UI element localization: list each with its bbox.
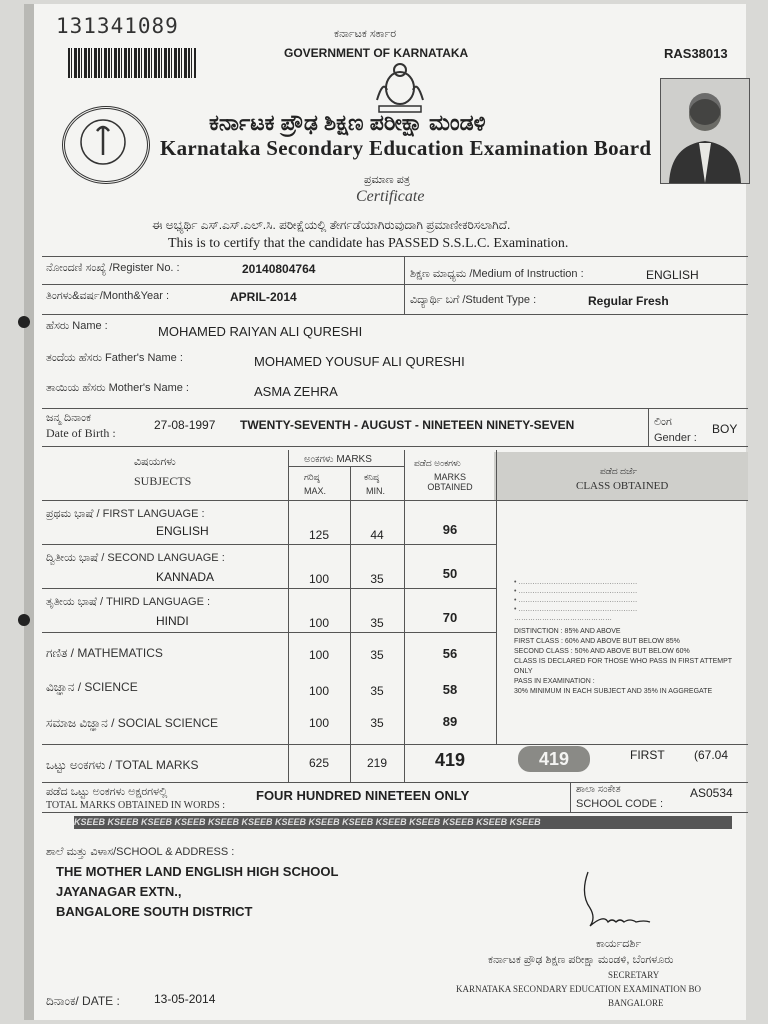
total-max: 625: [308, 756, 330, 770]
dob-label-kannada: ಜನ್ಮ ದಿನಾಂಕ: [46, 412, 91, 424]
obtained-kannada: ಪಡೆದ ಅಂಕಗಳು: [414, 458, 461, 468]
school-code-label: SCHOOL CODE :: [576, 798, 663, 810]
subjects-kannada: ವಿಷಯಗಳು: [134, 456, 176, 468]
words-label-kannada: ಪಡೆದ ಒಟ್ಟು ಅಂಕಗಳು ಅಕ್ಷರಗಳಲ್ಲಿ: [46, 786, 168, 798]
second-language-max: 100: [308, 572, 330, 586]
father-name: MOHAMED YOUSUF ALI QURESHI: [254, 354, 465, 369]
note-first-attempt: CLASS IS DECLARED FOR THOSE WHO PASS IN FIRST ATTEMPT ONLY: [514, 658, 732, 675]
science-obtained: 58: [442, 682, 458, 697]
max-kannada: ಗರಿಷ್ಠ: [304, 472, 320, 482]
board-name-footer: KARNATAKA SECONDARY EDUCATION EXAMINATION BO: [456, 984, 701, 994]
total-watermark-badge: 419: [518, 746, 590, 772]
note-pass-heading: PASS IN EXAMINATION :: [514, 678, 595, 685]
school-address-line2: BANGALORE SOUTH DISTRICT: [56, 904, 253, 919]
divider: [288, 466, 404, 467]
punch-hole: [18, 614, 30, 626]
board-name-english: Karnataka Secondary Education Examination Board: [160, 136, 652, 160]
secretary-title: SECRETARY: [608, 970, 660, 980]
note-first-class: FIRST CLASS : 60% AND ABOVE BUT BELOW 85%: [514, 638, 680, 645]
note-second-class: SECOND CLASS : 50% AND ABOVE BUT BELOW 60%: [514, 648, 690, 655]
third-language-subject: HINDI: [156, 614, 189, 628]
divider: [42, 446, 748, 447]
board-seal-icon: [62, 106, 150, 184]
divider: [42, 812, 748, 813]
name-label: ಹೆಸರು Name :: [46, 320, 108, 332]
total-in-words: FOUR HUNDRED NINETEEN ONLY: [256, 788, 470, 803]
candidate-photo: [660, 78, 750, 184]
divider: [648, 408, 649, 446]
mathematics-label: ಗಣಿತ / MATHEMATICS: [46, 646, 163, 660]
month-year-label: ತಿಂಗಳು&ವರ್ಷ/Month&Year :: [46, 290, 170, 302]
third-language-max: 100: [308, 616, 330, 630]
min-kannada: ಕನಿಷ್ಠ: [364, 472, 380, 482]
divider: [42, 314, 748, 315]
obtained-header: MARKS OBTAINED: [427, 472, 473, 492]
school-address-label: ಶಾಲೆ ಮತ್ತು ವಿಳಾಸ/SCHOOL & ADDRESS :: [46, 846, 235, 858]
school-code: AS0534: [690, 786, 733, 800]
school-code-kannada: ಶಾಲಾ ಸಂಕೇತ: [576, 784, 621, 795]
serial-number: 131341089: [56, 14, 179, 38]
divider: [42, 588, 496, 589]
class-kannada: ಪಡೆದ ದರ್ಜೆ: [600, 466, 638, 476]
board-kannada-footer: ಕರ್ನಾಟಕ ಪ್ರೌಢ ಶಿಕ್ಷಣ ಪರೀಕ್ಷಾ ಮಂಡಳಿ, ಬೆಂಗಳೂರು: [488, 954, 674, 966]
medium-label: ಶಿಕ್ಷಣ ಮಾಧ್ಯಮ /Medium of Instruction :: [410, 268, 584, 280]
divider: [404, 256, 405, 314]
register-number: 20140804764: [242, 262, 316, 276]
month-year-value: APRIL-2014: [230, 290, 297, 304]
candidate-name: MOHAMED RAIYAN ALI QURESHI: [158, 324, 363, 339]
register-label: ನೋಂದಣಿ ಸಂಖ್ಯೆ /Register No. :: [46, 262, 180, 274]
divider: [42, 544, 496, 545]
divider: [42, 744, 748, 745]
science-min: 35: [370, 684, 384, 698]
gender-label: Gender :: [654, 432, 697, 444]
mathematics-obtained: 56: [442, 646, 458, 661]
reference-number: RAS38013: [664, 46, 728, 61]
dob-value: 27-08-1997: [154, 418, 216, 432]
certificate-kannada: ಪ್ರಮಾಣ ಪತ್ರ: [364, 174, 411, 186]
third-language-min: 35: [370, 616, 384, 630]
divider: [496, 450, 497, 744]
dob-in-words: TWENTY-SEVENTH - AUGUST - NINETEEN NINETY-SEVEN: [240, 418, 575, 432]
school-name: THE MOTHER LAND ENGLISH HIGH SCHOOL: [56, 864, 339, 879]
first-language-label: ಪ್ರಥಮ ಭಾಷೆ / FIRST LANGUAGE :: [46, 508, 205, 520]
note-pass-criteria: 30% MINIMUM IN EACH SUBJECT AND 35% IN AGGREGATE: [514, 688, 713, 695]
max-header: MAX.: [304, 486, 327, 496]
certificate-sheet: [24, 4, 746, 1020]
mother-name-label: ತಾಯಿಯ ಹೆಸರು Mother's Name :: [46, 382, 189, 394]
percentage: (67.04: [694, 748, 729, 762]
min-header: MIN.: [366, 486, 385, 496]
father-name-label: ತಂದೆಯ ಹೆಸರು Father's Name :: [46, 352, 183, 364]
divider: [42, 284, 748, 285]
issue-date: 13-05-2014: [154, 992, 216, 1006]
board-name-kannada: ಕರ್ನಾಟಕ ಪ್ರೌಢ ಶಿಕ್ಷಣ ಪರೀಕ್ಷಾ ಮಂಡಳಿ: [209, 110, 486, 135]
board-city: BANGALORE: [608, 998, 664, 1008]
barcode: [68, 48, 196, 78]
divider: [42, 408, 748, 409]
secretary-kannada: ಕಾರ್ಯದರ್ಶಿ: [596, 938, 642, 950]
total-marks-label: ಒಟ್ಟು ಅಂಕಗಳು / TOTAL MARKS: [46, 758, 199, 772]
grading-notes: • …………………………………………… • …………………………………………… • …………………………………………… • …………………………………………… …………………………………… DISTINCTION : 85% AND ABOVE FIRST CLASS : 60% AND ABOVE BUT BELOW 85% SECOND CLASS : 50% AND ABOVE BUT BELOW 60% CLASS IS DECLARED FOR THOSE WHO PASS IN FIRST ATTEMPT ONLY PASS IN EXAMINATION : 30% MINIMUM IN EACH SUBJECT AND 35% IN AGGREGATE: [514, 578, 746, 697]
second-language-min: 35: [370, 572, 384, 586]
first-language-max: 125: [308, 528, 330, 542]
science-max: 100: [308, 684, 330, 698]
divider: [570, 782, 571, 812]
social-science-label: ಸಮಾಜ ವಿಜ್ಞಾನ / SOCIAL SCIENCE: [46, 716, 219, 730]
social-science-max: 100: [308, 716, 330, 730]
third-language-obtained: 70: [442, 610, 458, 625]
dob-label: Date of Birth :: [46, 426, 116, 440]
third-language-label: ತೃತೀಯ ಭಾಷೆ / THIRD LANGUAGE :: [46, 596, 211, 608]
first-language-subject: ENGLISH: [156, 524, 209, 538]
gender-value: BOY: [712, 422, 738, 436]
school-address-line1: JAYANAGAR EXTN.,: [56, 884, 182, 899]
student-type-label: ವಿದ್ಯಾರ್ಥಿ ಬಗೆ /Student Type :: [410, 294, 537, 306]
certificate-title: Certificate: [356, 188, 425, 205]
medium-value: ENGLISH: [646, 268, 699, 282]
second-language-subject: KANNADA: [156, 570, 215, 584]
secretary-signature: [560, 864, 660, 934]
social-science-min: 35: [370, 716, 384, 730]
kseeb-security-strip: KSEEB KSEEB KSEEB KSEEB KSEEB KSEEB KSEEB KSEEB KSEEB KSEEB KSEEB KSEEB KSEEB KSEEB: [74, 816, 732, 829]
divider: [42, 256, 748, 257]
class-result: FIRST: [630, 748, 665, 762]
social-science-obtained: 89: [442, 714, 458, 729]
total-min: 219: [366, 756, 388, 770]
marks-header: ಅಂಕಗಳು MARKS: [304, 454, 372, 465]
certify-statement: This is to certify that the candidate has PASSED S.S.L.C. Examination.: [168, 236, 569, 251]
certify-kannada: ಈ ಅಭ್ಯರ್ಥಿ ಎಸ್.ಎಸ್.ಎಲ್.ಸಿ. ಪರೀಕ್ಷೆಯಲ್ಲಿ ತೇರ್ಗಡೆಯಾಗಿರುವುದಾಗಿ ಪ್ರಮಾಣೀಕರಿಸಲಾಗಿದೆ.: [152, 218, 511, 232]
words-label: TOTAL MARKS OBTAINED IN WORDS :: [46, 800, 226, 811]
govt-kannada: ಕರ್ನಾಟಕ ಸರ್ಕಾರ: [334, 28, 397, 40]
divider: [42, 782, 748, 783]
punch-hole: [18, 316, 30, 328]
class-header: CLASS OBTAINED: [576, 480, 669, 492]
govt-title: GOVERNMENT OF KARNATAKA: [284, 46, 469, 60]
first-language-min: 44: [370, 528, 384, 542]
first-language-obtained: 96: [442, 522, 458, 537]
student-type-value: Regular Fresh: [588, 294, 669, 308]
note-distinction: DISTINCTION : 85% AND ABOVE: [514, 628, 621, 635]
gender-label-kannada: ಲಿಂಗ: [654, 416, 672, 428]
second-language-obtained: 50: [442, 566, 458, 581]
subjects-header: SUBJECTS: [134, 474, 192, 488]
total-obtained: 419: [434, 750, 466, 770]
divider: [42, 500, 748, 501]
mathematics-min: 35: [370, 648, 384, 662]
divider: [42, 632, 496, 633]
science-label: ವಿಜ್ಞಾನ / SCIENCE: [46, 680, 138, 694]
mother-name: ASMA ZEHRA: [254, 384, 338, 399]
date-label: ದಿನಾಂಕ/ DATE :: [46, 994, 120, 1008]
second-language-label: ದ್ವಿತೀಯ ಭಾಷೆ / SECOND LANGUAGE :: [46, 552, 225, 564]
mathematics-max: 100: [308, 648, 330, 662]
